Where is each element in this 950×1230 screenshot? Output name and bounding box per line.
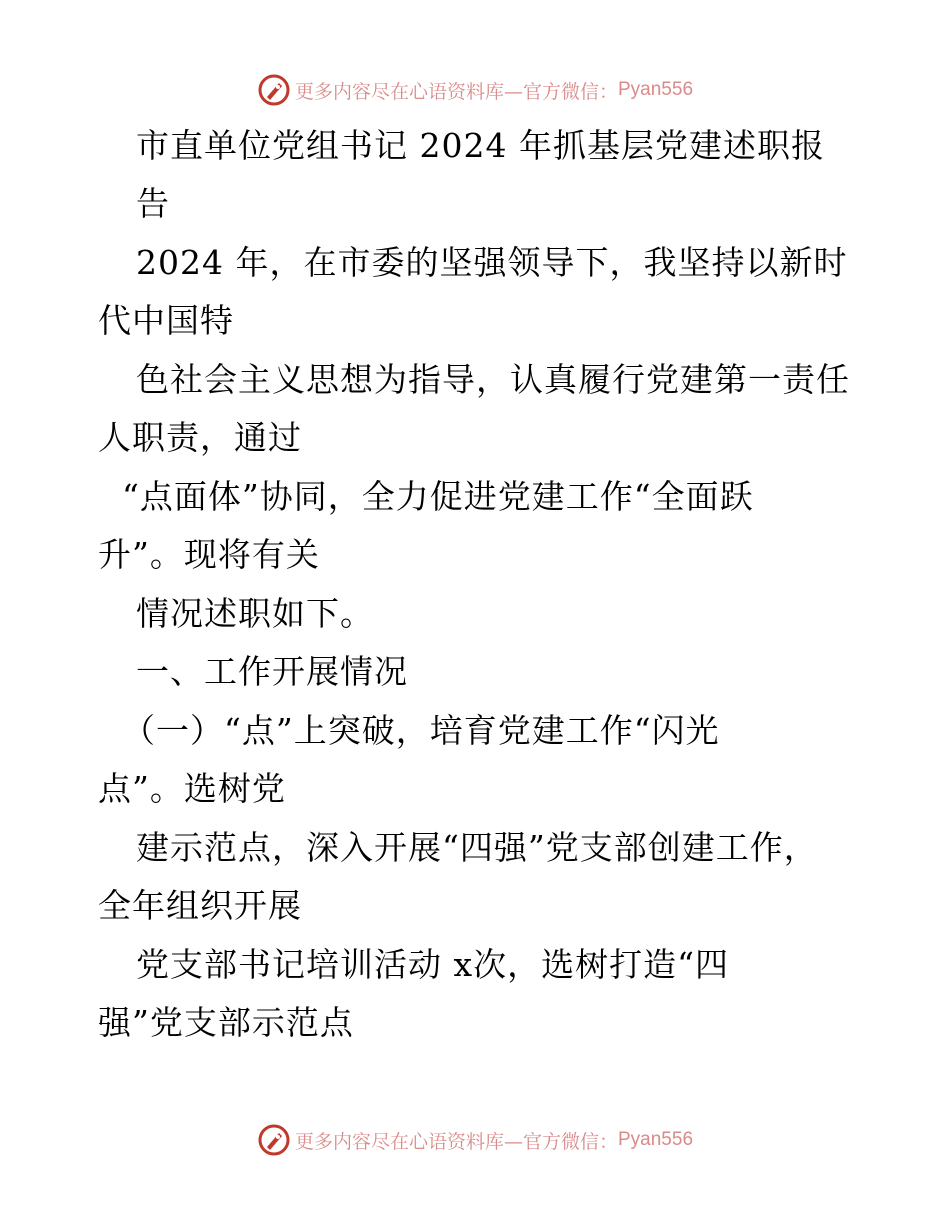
subsection-heading: （一）“点”上突破，培育党建工作“闪光 [122,711,720,750]
paragraph-line: 色社会主义思想为指导，认真履行党建第一责任 [136,360,850,399]
header-watermark [0,70,950,110]
section-heading: 一、工作开展情况 [136,652,408,691]
watermark-text: 更多内容尽在心语资料库—官方微信： [294,1130,618,1153]
paragraph-line: 情况述职如下。 [136,594,374,633]
paragraph-line: “点面体”协同，全力促进党建工作“全面跃 [122,477,754,516]
title-line-2: 告 [136,184,170,223]
paragraph-line: 代中国特 [98,301,234,340]
paragraph-line: 人职责，通过 [98,418,302,457]
paragraph-line: 强”党支部示范点 [98,1003,354,1042]
watermark-text: 更多内容尽在心语资料库—官方微信： [294,80,618,103]
title-line-1: 市直单位党组书记 2024 年抓基层党建述职报 [136,126,825,165]
paragraph-line: 2024 年，在市委的坚强领导下，我坚持以新时 [136,243,848,282]
pen-nib-seal-icon [257,1123,291,1157]
pen-nib-seal-icon [257,73,291,107]
paragraph-line: 点”。选树党 [98,769,286,808]
paragraph-line: 升”。现将有关 [98,535,320,574]
paragraph-line: 建示范点，深入开展“四强”党支部创建工作， [136,828,818,867]
watermark-wechat-id: Pyan556 [618,1129,694,1150]
paragraph-line: 党支部书记培训活动 x次，选树打造“四 [136,945,729,984]
paragraph-line: 全年组织开展 [98,886,302,925]
footer-watermark [0,1120,950,1160]
watermark-wechat-id: Pyan556 [618,79,694,100]
